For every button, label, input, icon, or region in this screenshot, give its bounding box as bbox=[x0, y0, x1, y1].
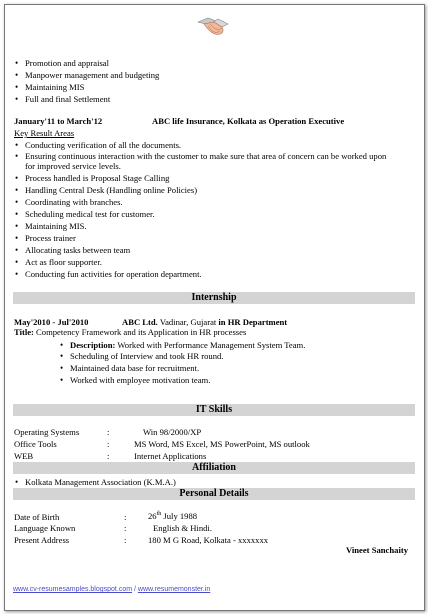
affiliation-item: • Kolkata Management Association (K.M.A.) bbox=[25, 477, 176, 488]
footer-links bbox=[13, 583, 210, 595]
kra-item: • Handling Central Desk (Handling online Policies) bbox=[25, 185, 197, 196]
job-period: January'11 to March'12 bbox=[14, 116, 103, 126]
skill-sep: : bbox=[107, 427, 110, 437]
kra-item: • Process handled is Proposal Stage Calling bbox=[25, 173, 169, 184]
internship-period: May'2010 - Jul'2010 bbox=[14, 317, 89, 327]
section-heading-it-skills: IT Skills bbox=[13, 404, 415, 416]
skill-label: Office Tools bbox=[14, 439, 57, 449]
bullet-item: • Manpower management and budgeting bbox=[25, 70, 159, 81]
internship-point: • Scheduling of Interview and took HR round. bbox=[70, 351, 223, 362]
kra-item: • Conducting fun activities for operation department. bbox=[25, 269, 202, 280]
skill-value: Internet Applications bbox=[134, 451, 207, 461]
internship-point: • Maintained data base for recruitment. bbox=[70, 363, 199, 374]
kra-item: • Conducting verification of all the documents. bbox=[25, 140, 181, 151]
kra-item: • Allocating tasks between team bbox=[25, 245, 130, 256]
internship-description: • Description: Worked with Performance Management System Team. bbox=[70, 340, 305, 351]
section-heading-internship: Internship bbox=[13, 292, 415, 304]
personal-sep: : bbox=[124, 523, 127, 533]
skill-label: Operating Systems bbox=[14, 427, 80, 437]
personal-value: 180 M G Road, Kolkata - xxxxxxx bbox=[148, 535, 269, 545]
skill-sep: : bbox=[107, 451, 110, 461]
job-title: ABC life Insurance, Kolkata as Operation Executive bbox=[152, 116, 345, 126]
footer-link-cv-resumesamples[interactable]: www.cv-resumesamples.blogspot.com bbox=[13, 586, 133, 593]
kra-item: • Process trainer bbox=[25, 233, 76, 244]
personal-label: Language Known bbox=[14, 523, 76, 533]
kra-item: • Coordinating with branches. bbox=[25, 197, 123, 208]
personal-sep: : bbox=[124, 535, 127, 545]
personal-value: English & Hindi. bbox=[153, 523, 212, 533]
footer-separator: / bbox=[132, 586, 138, 593]
kra-item-continuation: for improved service levels. bbox=[25, 161, 121, 171]
bullet-item: • Promotion and appraisal bbox=[25, 58, 109, 69]
internship-title-line: Title: Competency Framework and its Application in HR processes bbox=[14, 327, 247, 337]
bullet-item: • Maintaining MIS bbox=[25, 82, 84, 93]
personal-sep: : bbox=[124, 512, 127, 522]
skill-label: WEB bbox=[14, 451, 34, 461]
section-heading-affiliation: Affiliation bbox=[13, 462, 415, 474]
kra-item: • Maintaining MIS. bbox=[25, 221, 87, 232]
personal-label: Date of Birth bbox=[14, 512, 60, 522]
skill-value: Win 98/2000/XP bbox=[143, 427, 202, 437]
kra-item: • Ensuring continuous interaction with the customer to make sure that area of concern can be worked upon bbox=[25, 151, 386, 162]
bullet-item: • Full and final Settlement bbox=[25, 94, 110, 105]
internship-point: • Worked with employee motivation team. bbox=[70, 375, 210, 386]
kra-heading: Key Result Areas bbox=[14, 128, 75, 138]
kra-item: • Act as floor supporter. bbox=[25, 257, 102, 268]
skill-value: MS Word, MS Excel, MS PowerPoint, MS outlook bbox=[134, 439, 310, 449]
personal-value-dob: 26th July 1988 bbox=[148, 510, 198, 521]
internship-company-line: ABC Ltd. Vadinar, Gujarat in HR Department bbox=[122, 317, 288, 327]
footer-link-resumemonster[interactable]: www.resumemonster.in bbox=[137, 586, 211, 593]
section-heading-personal-details: Personal Details bbox=[13, 488, 415, 500]
personal-label: Present Address bbox=[14, 535, 70, 545]
handshake-icon bbox=[196, 12, 230, 42]
signature-name: Vineet Sanchaity bbox=[346, 545, 408, 555]
skill-sep: : bbox=[107, 439, 110, 449]
kra-item: • Scheduling medical test for customer. bbox=[25, 209, 155, 220]
